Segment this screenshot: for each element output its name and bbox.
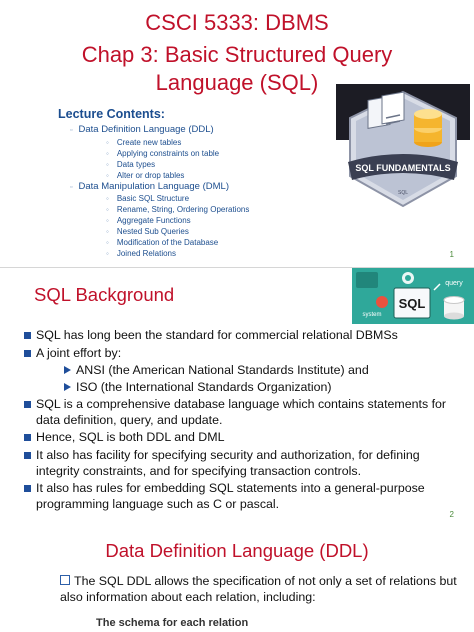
lecture-contents-heading: Lecture Contents: [58, 107, 165, 121]
sub-bullet-text: ANSI (the American National Standards Institute) and [76, 363, 369, 377]
bullet-text: SQL is a comprehensive database language which contains statements for data definition, query, and update. [36, 397, 447, 427]
bullet-text: A joint effort by: [36, 346, 122, 360]
sub-bullet-text: ISO (the International Standards Organization) [76, 380, 332, 394]
bullet [36, 397, 456, 428]
bullet [36, 481, 456, 512]
sql-illustration-label: SQL [398, 296, 426, 311]
toc-item: ◦ Nested Sub Queries [70, 226, 330, 237]
bullet-text: It also has facility for specifying security and authorization, for defining integrity constraints, and for specifying transaction controls. [36, 448, 420, 478]
query-label: query [445, 280, 463, 287]
slide-2 [0, 268, 474, 530]
sub-bullet-marker [64, 366, 71, 374]
slide-3-sub-item [96, 617, 248, 627]
bullet-marker [24, 401, 31, 408]
toc-item: ◦ Basic SQL Structure [70, 193, 330, 204]
page-number: 1 [449, 250, 454, 259]
system-label: system [362, 312, 382, 318]
toc-item: ◦ Rename, String, Ordering Operations [70, 204, 330, 215]
bullet [36, 346, 456, 362]
toc-item: ◦ Alter or drop tables [70, 170, 330, 181]
bullet [36, 430, 456, 446]
slide-3-sub-item-text: The schema for each relation [96, 617, 249, 627]
sub-bullet [76, 363, 369, 379]
sub-bullet [76, 380, 332, 396]
slide-3-body [60, 574, 460, 605]
bullet-marker [24, 434, 31, 441]
slide-2-title: SQL Background [34, 284, 175, 305]
bullet-text: Hence, SQL is both DDL and DML [36, 430, 225, 444]
toc-item: ◦ Modification of the Database [70, 237, 330, 248]
sql-fundamentals-badge-image [336, 84, 470, 212]
slide-3-title: Data Definition Language (DDL) [105, 540, 369, 561]
badge-small-label: SQL [397, 190, 409, 196]
slide-3 [0, 530, 474, 632]
bullet-marker [24, 485, 31, 492]
toc-item: ◦ Data types [70, 159, 330, 170]
slide-1-title-line-3: Language (SQL) [155, 70, 319, 95]
badge-label: SQL FUNDAMENTALS [355, 163, 451, 173]
checkbox-bullet-icon [60, 575, 70, 585]
sql-illustration-image [352, 268, 474, 324]
page-number: 2 [449, 510, 454, 519]
bullet [36, 328, 456, 344]
database-icon [444, 297, 464, 320]
toc-item: ◦ Applying constraints on table [70, 148, 330, 159]
slide-1-title-line-2: Chap 3: Basic Structured Query [81, 42, 393, 67]
toc-item: ◦ Aggregate Functions [70, 215, 330, 226]
slide-1-title-line-1: CSCI 5333: DBMS [145, 10, 329, 35]
bullet-marker [24, 350, 31, 357]
toc-item: ◦ Joined Relations [70, 248, 330, 259]
table-of-contents [70, 124, 330, 259]
database-icon [414, 109, 442, 147]
slide-1 [0, 0, 474, 268]
slide-3-body-text: The SQL DDL allows the specification of not only a set of relations but also information about each relation, including: [60, 574, 457, 604]
toc-item: ◦ Create new tables [70, 137, 330, 148]
toc-section-ddl: ▫ Data Definition Language (DDL) [70, 124, 330, 137]
sub-bullet-marker [64, 383, 71, 391]
bullet-marker [24, 332, 31, 339]
bullet-text: SQL has long been the standard for commercial relational DBMSs [36, 328, 398, 342]
bullet [36, 448, 456, 479]
toc-section-dml: ▫ Data Manipulation Language (DML) [70, 181, 330, 194]
bullet-text: It also has rules for embedding SQL statements into a general-purpose programming language such as C or pascal. [36, 481, 425, 511]
bullet-marker [24, 452, 31, 459]
